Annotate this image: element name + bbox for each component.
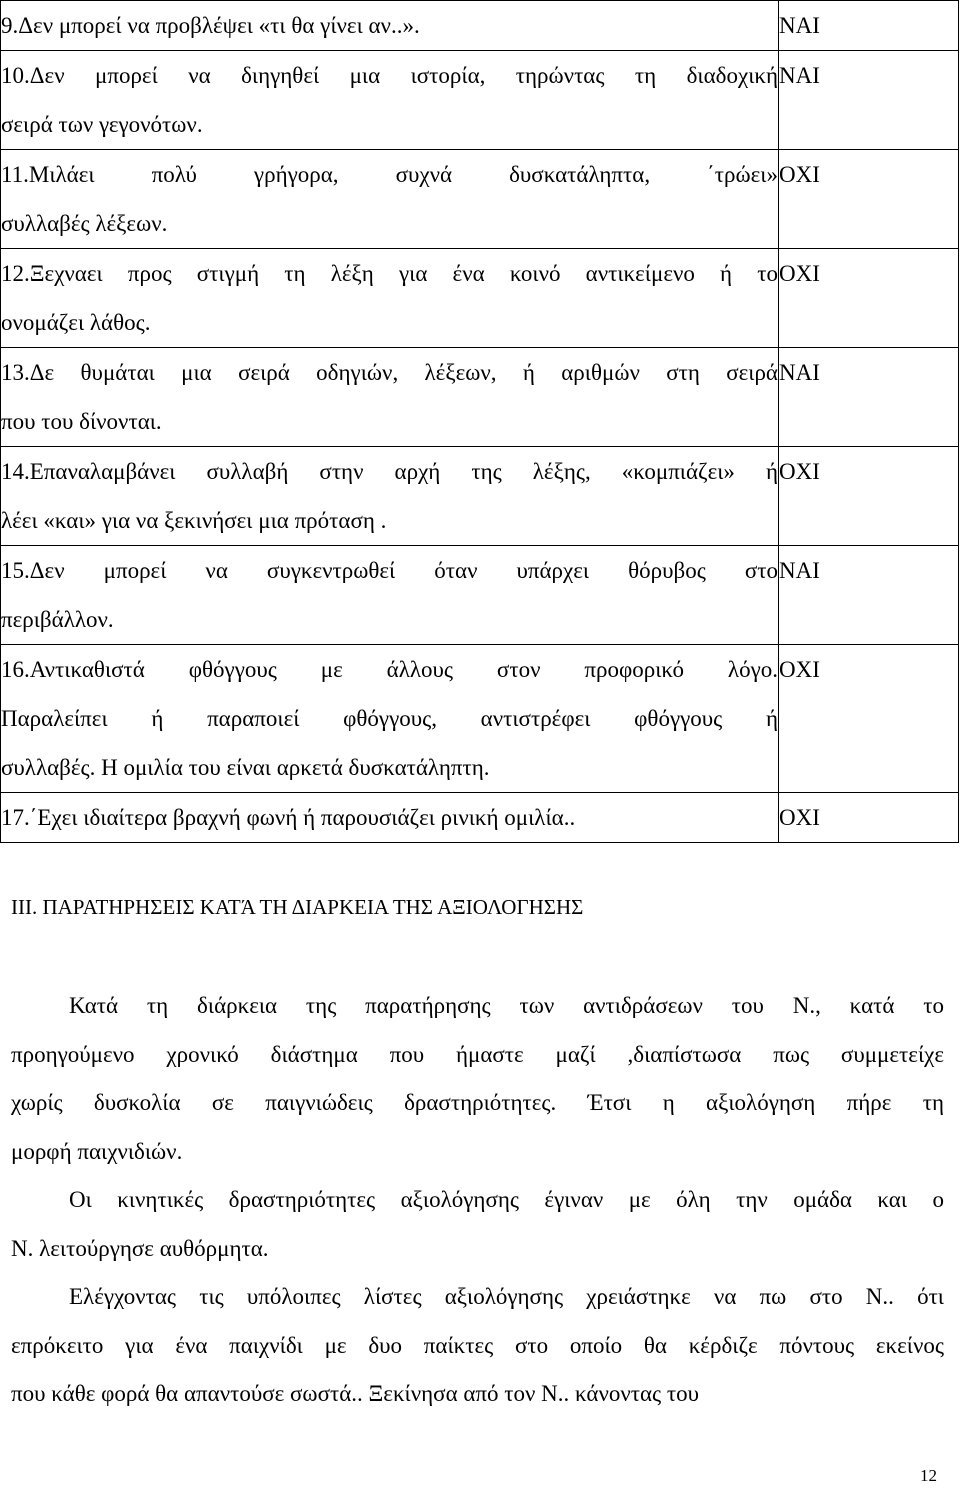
paragraph-line: χωρίς δυσκολία σε παιγνιώδεις δραστηριότητες. Έτσι η αξιολόγηση πήρε τη xyxy=(11,1090,944,1115)
checklist-item-line: Παραλείπει ή παραποιεί φθόγγους, αντιστρέφει φθόγγους ή xyxy=(1,706,778,731)
checklist-answer: ΟΧΙ xyxy=(779,447,959,546)
checklist-row xyxy=(1,1,959,51)
checklist-item-line: 14.Επαναλαμβάνει συλλαβή στην αρχή της λέξης, «κομπιάζει» ή xyxy=(1,459,778,484)
checklist-item-line: 9.Δεν μπορεί να προβλέψει «τι θα γίνει αν..». xyxy=(1,13,420,38)
checklist-item-line: 11.Μιλάει πολύ γρήγορα, συχνά δυσκατάληπτα, ΄τρώει» xyxy=(1,162,778,187)
paragraph-line: επρόκειτο για ένα παιχνίδι με δυο παίκτες στο οποίο θα κέρδιζε πόντους εκείνος xyxy=(11,1332,944,1358)
checklist-item xyxy=(1,249,779,348)
checklist-item xyxy=(1,51,779,150)
checklist-item-line: περιβάλλον. xyxy=(1,607,114,632)
checklist-item-line: 10.Δεν μπορεί να διηγηθεί μια ιστορία, τηρώντας τη διαδοχική xyxy=(1,63,778,88)
checklist-item-line: λέει «και» για να ξεκινήσει μια πρόταση . xyxy=(1,508,387,533)
checklist-item xyxy=(1,546,779,645)
checklist-item-line: που του δίνονται. xyxy=(1,409,162,434)
observations-text xyxy=(11,982,944,1419)
section-heading: ΙΙΙ. ΠΑΡΑΤΗΡΗΣΕΙΣ ΚΑΤΆ ΤΗ ΔΙΑΡΚΕΙΑ ΤΗΣ ΑΞΙΟΛΟΓΗΣΗΣ xyxy=(11,895,584,919)
checklist-item-line: συλλαβές. Η ομιλία του είναι αρκετά δυσκατάληπτη. xyxy=(1,755,490,780)
checklist-item xyxy=(1,150,779,249)
checklist-item-line: 12.Ξεχναει προς στιγμή τη λέξη για ένα κοινό αντικείμενο ή το xyxy=(1,261,778,286)
paragraph-line: μορφή παιχνιδιών. xyxy=(11,1138,183,1164)
checklist-answer: ΝΑΙ xyxy=(779,1,959,51)
checklist-row xyxy=(1,51,959,150)
checklist-answer: ΟΧΙ xyxy=(779,249,959,348)
checklist-item-line: 17.΄Εχει ιδιαίτερα βραχνή φωνή ή παρουσιάζει ρινική ομιλία.. xyxy=(1,805,576,830)
checklist-answer: ΝΑΙ xyxy=(779,348,959,447)
checklist-row xyxy=(1,645,959,793)
checklist-item-line: 16.Αντικαθιστά φθόγγους με άλλους στον προφορικό λόγο. xyxy=(1,657,778,682)
page-number: 12 xyxy=(920,1466,937,1485)
checklist-answer: ΝΑΙ xyxy=(779,546,959,645)
checklist-item-line: ονομάζει λάθος. xyxy=(1,310,151,335)
checklist-row xyxy=(1,546,959,645)
paragraph-line: που κάθε φορά θα απαντούσε σωστά.. Ξεκίνησα από τον Ν.. κάνοντας του xyxy=(11,1381,700,1406)
checklist-item xyxy=(1,348,779,447)
checklist-row xyxy=(1,447,959,546)
paragraph-line: προηγούμενο χρονικό διάστημα που ήμαστε μαζί ,διαπίστωσα πως συμμετείχε xyxy=(11,1041,944,1067)
checklist-row xyxy=(1,249,959,348)
paragraph-line: Ν. λειτούργησε αυθόρμητα. xyxy=(11,1235,269,1261)
checklist-answer: ΟΧΙ xyxy=(779,645,959,793)
checklist-item-line: σειρά των γεγονότων. xyxy=(1,112,203,137)
checklist-item-line: 13.Δε θυμάται μια σειρά οδηγιών, λέξεων, ή αριθμών στη σειρά xyxy=(1,360,778,385)
checklist-row xyxy=(1,348,959,447)
checklist-row xyxy=(1,793,959,843)
checklist-item xyxy=(1,1,779,51)
checklist-body xyxy=(1,1,959,843)
checklist-item-line: 15.Δεν μπορεί να συγκεντρωθεί όταν υπάρχει θόρυβος στο xyxy=(1,558,778,583)
checklist-row xyxy=(1,150,959,249)
checklist-item xyxy=(1,645,779,793)
checklist-item xyxy=(1,447,779,546)
checklist-answer: ΟΧΙ xyxy=(779,793,959,843)
paragraph-line: Ελέγχοντας τις υπόλοιπες λίστες αξιολόγησης χρειάστηκε να πω στο Ν.. ότι xyxy=(69,1284,944,1309)
paragraph-line: Κατά τη διάρκεια της παρατήρησης των αντιδράσεων του Ν., κατά το xyxy=(69,993,944,1018)
paragraph-line: Οι κινητικές δραστηριότητες αξιολόγησης έγιναν με όλη την ομάδα και ο xyxy=(69,1187,944,1212)
checklist-item-line: συλλαβές λέξεων. xyxy=(1,211,168,236)
checklist-item xyxy=(1,793,779,843)
checklist-answer: ΟΧΙ xyxy=(779,150,959,249)
checklist-answer: ΝΑΙ xyxy=(779,51,959,150)
